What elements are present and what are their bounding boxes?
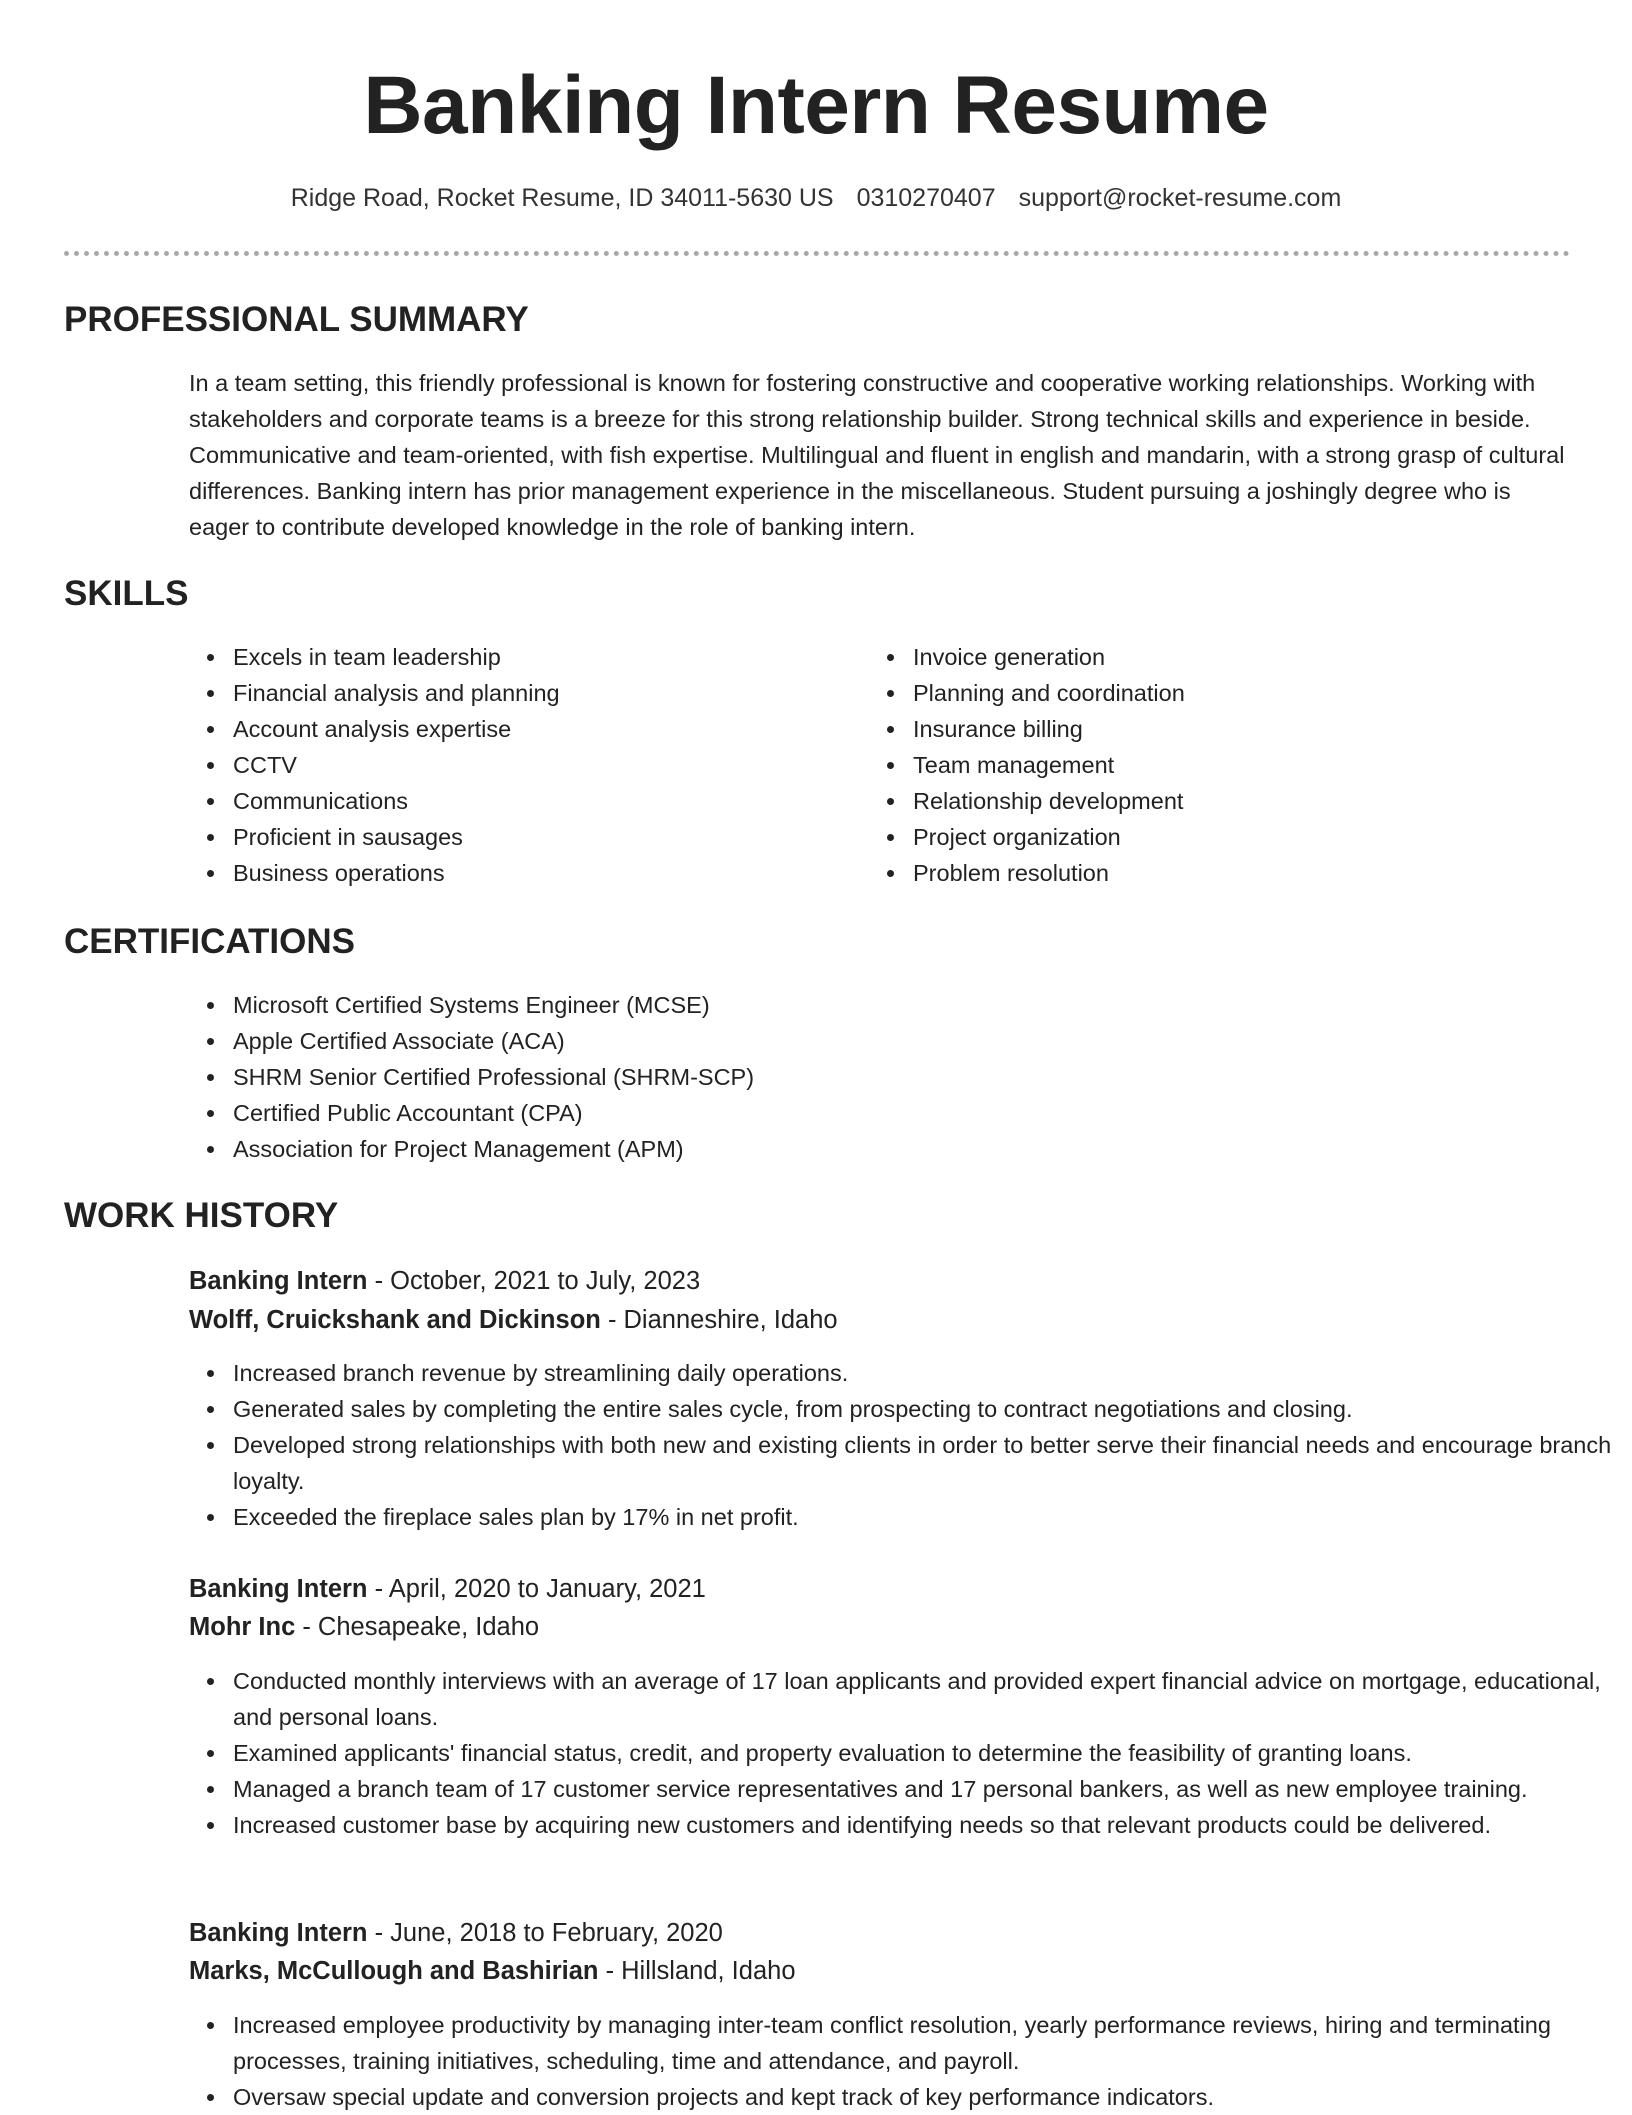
job-bullets	[190, 1663, 1623, 1843]
certification-item: Apple Certified Associate (ACA)	[233, 1023, 1533, 1059]
job-bullets	[190, 2007, 1623, 2115]
skill-item: CCTV	[233, 747, 853, 783]
job-dates: - June, 2018 to February, 2020	[367, 1919, 723, 1947]
job-bullet: Oversaw special update and conversion projects and kept track of key performance indicators.	[233, 2079, 1623, 2115]
job-dates: - April, 2020 to January, 2021	[367, 1575, 706, 1603]
job-location: - Hillsland, Idaho	[598, 1957, 796, 1985]
section-title-skills: SKILLS	[64, 574, 189, 613]
section-title-certifications: CERTIFICATIONS	[64, 922, 356, 961]
skill-item: Problem resolution	[913, 855, 1553, 891]
job-location: - Dianneshire, Idaho	[600, 1306, 838, 1334]
job-bullet: Conducted monthly interviews with an average of 17 loan applicants and provided expert financial advice on mortgage, educational, and personal loans.	[233, 1663, 1623, 1735]
certification-item: SHRM Senior Certified Professional (SHRM-SCP)	[233, 1059, 1533, 1095]
certifications-list	[190, 987, 1533, 1167]
contact-address: Ridge Road, Rocket Resume, ID 34011-5630 US	[290, 184, 834, 212]
skill-item: Account analysis expertise	[233, 711, 853, 747]
skill-item: Insurance billing	[913, 711, 1553, 747]
contact-phone: 0310270407	[856, 184, 996, 212]
job-role: Banking Intern	[189, 1919, 368, 1947]
certification-item: Association for Project Management (APM)	[233, 1131, 1533, 1167]
job-bullet: Exceeded the fireplace sales plan by 17% in net profit.	[233, 1499, 1623, 1535]
job-bullet: Generated sales by completing the entire sales cycle, from prospecting to contract negotiations and closing.	[233, 1391, 1623, 1427]
job-role-line	[189, 1262, 700, 1300]
job-company: Mohr Inc	[189, 1613, 296, 1641]
skill-item: Team management	[913, 747, 1553, 783]
job-bullet: Developed strong relationships with both new and existing clients in order to better serve their financial needs and encourage branch loyalty.	[233, 1427, 1623, 1499]
skills-list-left	[190, 639, 853, 891]
job-role: Banking Intern	[189, 1267, 368, 1295]
certification-item: Microsoft Certified Systems Engineer (MCSE)	[233, 987, 1533, 1023]
section-title-work-history: WORK HISTORY	[64, 1196, 339, 1235]
skill-item: Relationship development	[913, 783, 1553, 819]
skill-item: Financial analysis and planning	[233, 675, 853, 711]
job-bullet: Examined applicants' financial status, credit, and property evaluation to determine the feasibility of granting loans.	[233, 1735, 1623, 1771]
resume-title: Banking Intern Resume	[363, 60, 1269, 151]
skill-item: Invoice generation	[913, 639, 1553, 675]
job-bullet: Increased branch revenue by streamlining daily operations.	[233, 1355, 1623, 1391]
contact-email: support@rocket-resume.com	[1018, 184, 1342, 212]
job-location: - Chesapeake, Idaho	[295, 1613, 540, 1641]
skill-item: Project organization	[913, 819, 1553, 855]
contact-line	[0, 178, 1632, 218]
job-role-line	[189, 1570, 706, 1608]
summary-text: In a team setting, this friendly professional is known for fostering constructive and cooperative working relationships. Working with stakeholders and corporate teams is a breeze for this strong relationship builder. Strong technical skills and experience in beside. Communicative and team-oriented, with fish expertise. Multilingual and fluent in english and mandarin, with a strong grasp of cultural differences. Banking intern has prior management experience in the miscellaneous. Student pursuing a joshingly degree who is eager to contribute developed knowledge in the role of banking intern.	[189, 370, 1565, 540]
job-bullet: Increased customer base by acquiring new customers and identifying needs so that relevant products could be delivered.	[233, 1807, 1623, 1843]
job-bullet: Managed a branch team of 17 customer service representatives and 17 personal bankers, as well as new employee training.	[233, 1771, 1623, 1807]
skill-item: Planning and coordination	[913, 675, 1553, 711]
job-company-line	[189, 1301, 838, 1339]
skills-list-right	[870, 639, 1553, 891]
header-divider	[64, 251, 1570, 256]
job-dates: - October, 2021 to July, 2023	[367, 1267, 701, 1295]
job-company-line	[189, 1608, 539, 1646]
job-role: Banking Intern	[189, 1575, 368, 1603]
job-bullet: Increased employee productivity by managing inter-team conflict resolution, yearly performance reviews, hiring and terminating processes, training initiatives, scheduling, time and attendance, and payroll.	[233, 2007, 1623, 2079]
job-bullets	[190, 1355, 1623, 1535]
skill-item: Proficient in sausages	[233, 819, 853, 855]
job-company-line	[189, 1952, 796, 1990]
section-title-summary: PROFESSIONAL SUMMARY	[64, 300, 529, 339]
job-role-line	[189, 1914, 723, 1952]
job-company: Wolff, Cruickshank and Dickinson	[189, 1306, 601, 1334]
skill-item: Communications	[233, 783, 853, 819]
job-company: Marks, McCullough and Bashirian	[189, 1957, 599, 1985]
skill-item: Business operations	[233, 855, 853, 891]
certification-item: Certified Public Accountant (CPA)	[233, 1095, 1533, 1131]
skill-item: Excels in team leadership	[233, 639, 853, 675]
